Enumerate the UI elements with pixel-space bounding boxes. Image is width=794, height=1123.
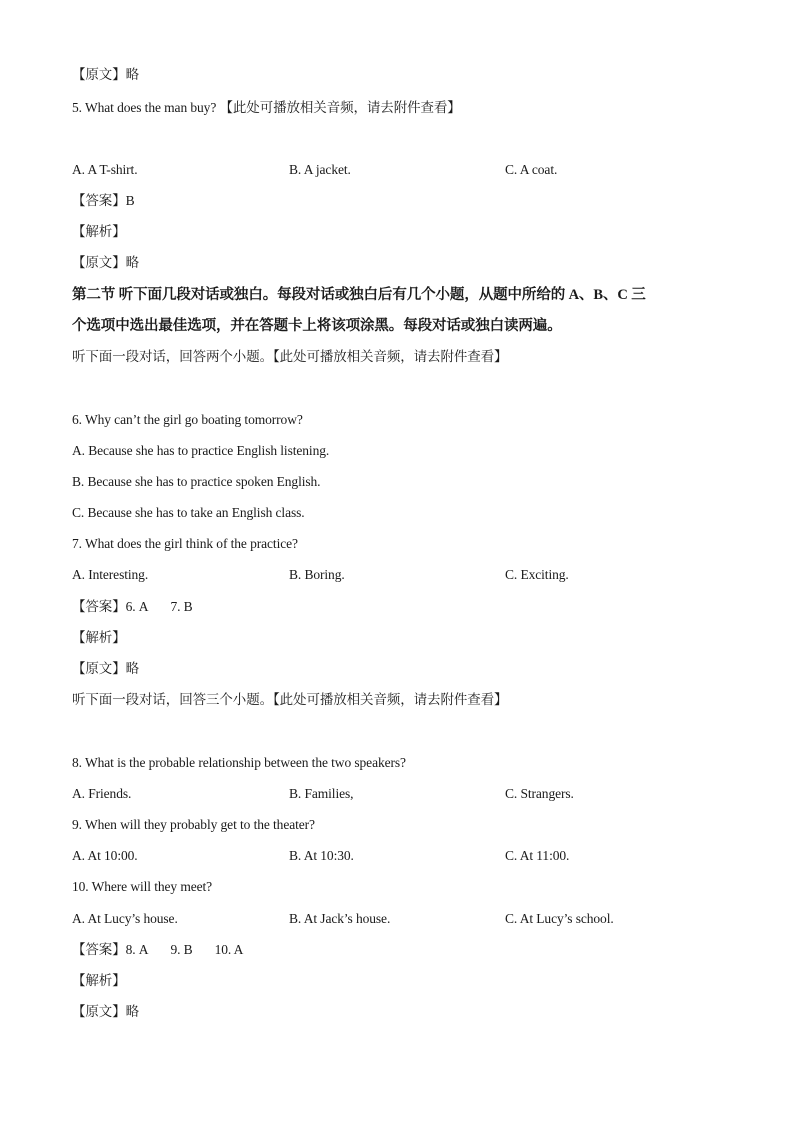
question-6: 6. Why can’t the girl go boating tomorrow?: [72, 412, 303, 427]
analysis-label: 【解析】: [72, 973, 126, 988]
question-7: 7. What does the girl think of the practice?: [72, 536, 298, 551]
question-8-option-c: C. Strangers.: [505, 786, 574, 801]
section-2-instructions-line-2: 个选项中选出最佳选项，并在答题卡上将该项涂黑。每段对话或独白读两遍。: [72, 318, 562, 334]
question-8-option-a: A. Friends.: [72, 786, 132, 801]
question-7-option-a: A. Interesting.: [72, 567, 149, 582]
answer-6: 【答案】6. A: [72, 599, 149, 614]
question-10-option-b: B. At Jack’s house.: [289, 911, 391, 926]
question-7-option-c: C. Exciting.: [505, 567, 569, 582]
question-6-option-a: A. Because she has to practice English listening.: [72, 443, 330, 458]
answer-5: 【答案】B: [72, 193, 135, 208]
answer-8-10: [72, 941, 243, 959]
question-9: 9. When will they probably get to the theater?: [72, 817, 315, 832]
question-8: 8. What is the probable relationship between the two speakers?: [72, 755, 406, 770]
question-5: 5. What does the man buy? 【此处可播放相关音频，请去附件查看】: [72, 100, 461, 115]
question-9-option-c: C. At 11:00.: [505, 848, 570, 863]
analysis-label: 【解析】: [72, 224, 126, 239]
question-6-option-b: B. Because she has to practice spoken English.: [72, 474, 321, 489]
question-9-option-a: A. At 10:00.: [72, 848, 138, 863]
original-text-note: 【原文】略: [72, 661, 139, 676]
answer-8: 【答案】8. A: [72, 942, 149, 957]
question-5-option-b: B. A jacket.: [289, 162, 351, 177]
listening-instruction-2: 听下面一段对话，回答三个小题。【此处可播放相关音频，请去附件查看】: [72, 692, 508, 707]
answer-6-7: [72, 598, 193, 616]
question-10-option-a: A. At Lucy’s house.: [72, 911, 178, 926]
question-6-option-c: C. Because she has to take an English class.: [72, 505, 305, 520]
question-10: 10. Where will they meet?: [72, 879, 213, 894]
question-8-option-b: B. Families,: [289, 786, 354, 801]
question-10-option-c: C. At Lucy’s school.: [505, 911, 614, 926]
original-text-note: 【原文】略: [72, 67, 139, 82]
question-5-option-c: C. A coat.: [505, 162, 558, 177]
question-9-option-b: B. At 10:30.: [289, 848, 354, 863]
answer-9: 9. B: [170, 942, 193, 957]
listening-instruction-1: 听下面一段对话，回答两个小题。【此处可播放相关音频，请去附件查看】: [72, 349, 508, 364]
original-text-note: 【原文】略: [72, 255, 139, 270]
question-7-option-b: B. Boring.: [289, 567, 345, 582]
answer-7: 7. B: [170, 599, 193, 614]
analysis-label: 【解析】: [72, 630, 126, 645]
question-5-option-a: A. A T-shirt.: [72, 162, 138, 177]
original-text-note: 【原文】略: [72, 1004, 139, 1019]
section-2-instructions-line-1: 第二节 听下面几段对话或独白。每段对话或独白后有几个小题，从题中所给的 A、B、C 三: [72, 287, 646, 303]
answer-10: 10. A: [214, 942, 244, 957]
